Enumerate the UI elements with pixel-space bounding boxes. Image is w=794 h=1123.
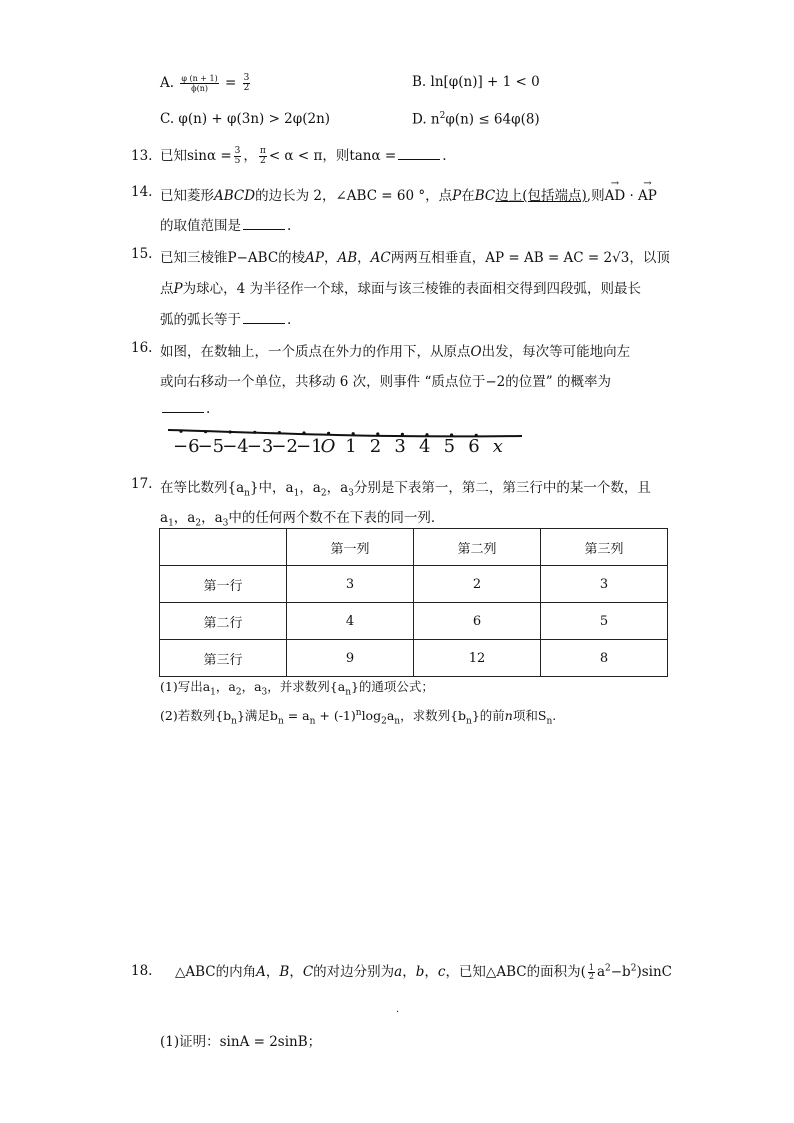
axis-tick-label: −1 bbox=[296, 436, 323, 457]
q18-line1: △ABC的内角A，B，C的对边分别为a，b，c，已知△ABC的面积为( $\frac{1}{2}$ $a^2-b^2)\sin C$ bbox=[175, 963, 672, 981]
table-cell: 5 bbox=[541, 603, 668, 640]
q18-number: 18. bbox=[131, 963, 153, 979]
axis-tick-label: O bbox=[320, 436, 336, 457]
q14-line1: 已知菱形ABCD的边长为 2，∠ABC = 60 °，点P在BC边上(包括端点),则→ AD · → AP bbox=[160, 184, 657, 204]
q16-line1: 如图，在数轴上，一个质点在外力的作用下，从原点O出发，每次等可能地向左 bbox=[160, 344, 631, 360]
table-cell: 第一行 bbox=[160, 566, 287, 603]
axis-tick-dot bbox=[204, 430, 207, 433]
axis-tick-label: −6 bbox=[173, 436, 200, 457]
answer-blank bbox=[398, 147, 440, 160]
table-cell: 第一列 bbox=[287, 529, 414, 566]
q16-number: 16. bbox=[131, 340, 153, 356]
axis-tick-label: 6 bbox=[468, 436, 480, 457]
q17-number: 17. bbox=[131, 476, 153, 492]
axis-tick-label: 3 bbox=[394, 436, 406, 457]
answer-blank bbox=[162, 400, 204, 413]
q17-part2: (2)若数列$\{b_n\}$满足$b_n = a_n + (-1)^n\log_2a_n$，求数列$\{b_n\}$的前n项和$S_n$. bbox=[160, 707, 557, 727]
axis-tick-dot bbox=[253, 431, 256, 434]
table-cell: 4 bbox=[287, 603, 414, 640]
q17-line1: 在等比数列$\{a_n\}$中，$a_1$，$a_2$，$a_3$分别是下表第一，第二，第三行中的某一个数，且 bbox=[160, 480, 651, 499]
axis-tick-dot bbox=[179, 430, 182, 433]
q12-a-rhs-fraction: $\frac{3}{2}$ bbox=[243, 73, 250, 93]
q12-a-fraction: $\frac{\varphi (n + 1)}{\phi(n)}$ bbox=[181, 74, 218, 93]
table-row bbox=[160, 566, 668, 603]
q12-option-b: B. ln[φ(n)] + 1 < 0 bbox=[412, 74, 540, 90]
q15-line3: 弧的弧长等于 . bbox=[160, 312, 292, 328]
table-cell: 6 bbox=[414, 603, 541, 640]
table-cell: 第二行 bbox=[160, 603, 287, 640]
q16-line2: 或向右移动一个单位，共移动 6 次，则事件 “质点位于−2的位置” 的概率为 bbox=[160, 374, 611, 390]
table-cell: 9 bbox=[287, 640, 414, 677]
axis-tick-label: 2 bbox=[369, 436, 382, 457]
answer-blank bbox=[243, 217, 285, 230]
q17-line2: $a_1$，$a_2$，$a_3$中的任何两个数不在下表的同一列． bbox=[160, 510, 445, 529]
axis-tick-label: −5 bbox=[197, 436, 225, 457]
table-cell: 8 bbox=[541, 640, 668, 677]
axis-tick-dot bbox=[302, 431, 305, 434]
q14-number: 14. bbox=[131, 184, 153, 200]
table-header-row bbox=[160, 529, 668, 566]
table-row bbox=[160, 603, 668, 640]
q13-number: 13. bbox=[131, 148, 153, 164]
q16-line3: . bbox=[160, 400, 210, 417]
q13-text: 已知sinα = $\frac{3}{5}$ ， $\frac{\pi}{2}$ < α < π，则tanα = . bbox=[160, 146, 447, 166]
table-cell bbox=[160, 529, 287, 566]
axis-tick-label: −3 bbox=[246, 436, 274, 457]
table-cell: 3 bbox=[287, 566, 414, 603]
table-cell: 2 bbox=[414, 566, 541, 603]
q15-line1: 已知三棱锥P−ABC的棱AP，AB，AC两两互相垂直，AP = AB = AC = 2√3，以顶 bbox=[160, 250, 670, 266]
table-cell: 第三列 bbox=[541, 529, 668, 566]
q12-option-a: A. $\frac{\varphi (n + 1)}{\phi(n)}$ = $\frac{3}{2}$ bbox=[160, 73, 250, 93]
table-cell: 3 bbox=[541, 566, 668, 603]
table-row bbox=[160, 640, 668, 677]
axis-tick-label: −4 bbox=[222, 436, 249, 457]
axis-tick-label: 5 bbox=[443, 436, 456, 457]
table-cell: 第二列 bbox=[414, 529, 541, 566]
answer-blank bbox=[243, 311, 285, 324]
q17-table bbox=[159, 528, 668, 677]
axis-tick-dot bbox=[327, 432, 330, 435]
q18-part1: (1)证明：sinA = 2sinB； bbox=[160, 1034, 322, 1050]
q15-line2: 点P为球心，4 为半径作一个球，球面与该三棱锥的表面相交得到四段弧，则最长 bbox=[160, 281, 641, 297]
q15-number: 15. bbox=[131, 246, 153, 262]
q14-line2: 的取值范围是 . bbox=[160, 218, 292, 234]
axis-tick-label: 4 bbox=[419, 436, 431, 457]
axis-tick-dot bbox=[278, 431, 281, 434]
table-cell: 第三行 bbox=[160, 640, 287, 677]
table-cell: 12 bbox=[414, 640, 541, 677]
axis-tick-dot bbox=[229, 430, 232, 433]
q18-dot: . bbox=[396, 1004, 400, 1015]
axis-tick-label: 1 bbox=[345, 436, 357, 457]
q12-option-d: D. $n^2\varphi(n) \le 64\varphi(8)$ bbox=[412, 111, 540, 128]
axis-x-label: x bbox=[492, 436, 503, 457]
q17-part1: (1)写出$a_1$，$a_2$，$a_3$，并求数列$\{a_n\}$的通项公式； bbox=[160, 679, 434, 698]
q12-option-c: C. φ(n) + φ(3n) > 2φ(2n) bbox=[160, 111, 331, 127]
axis-tick-label: −2 bbox=[271, 436, 298, 457]
axis-tick-dot bbox=[352, 432, 355, 435]
